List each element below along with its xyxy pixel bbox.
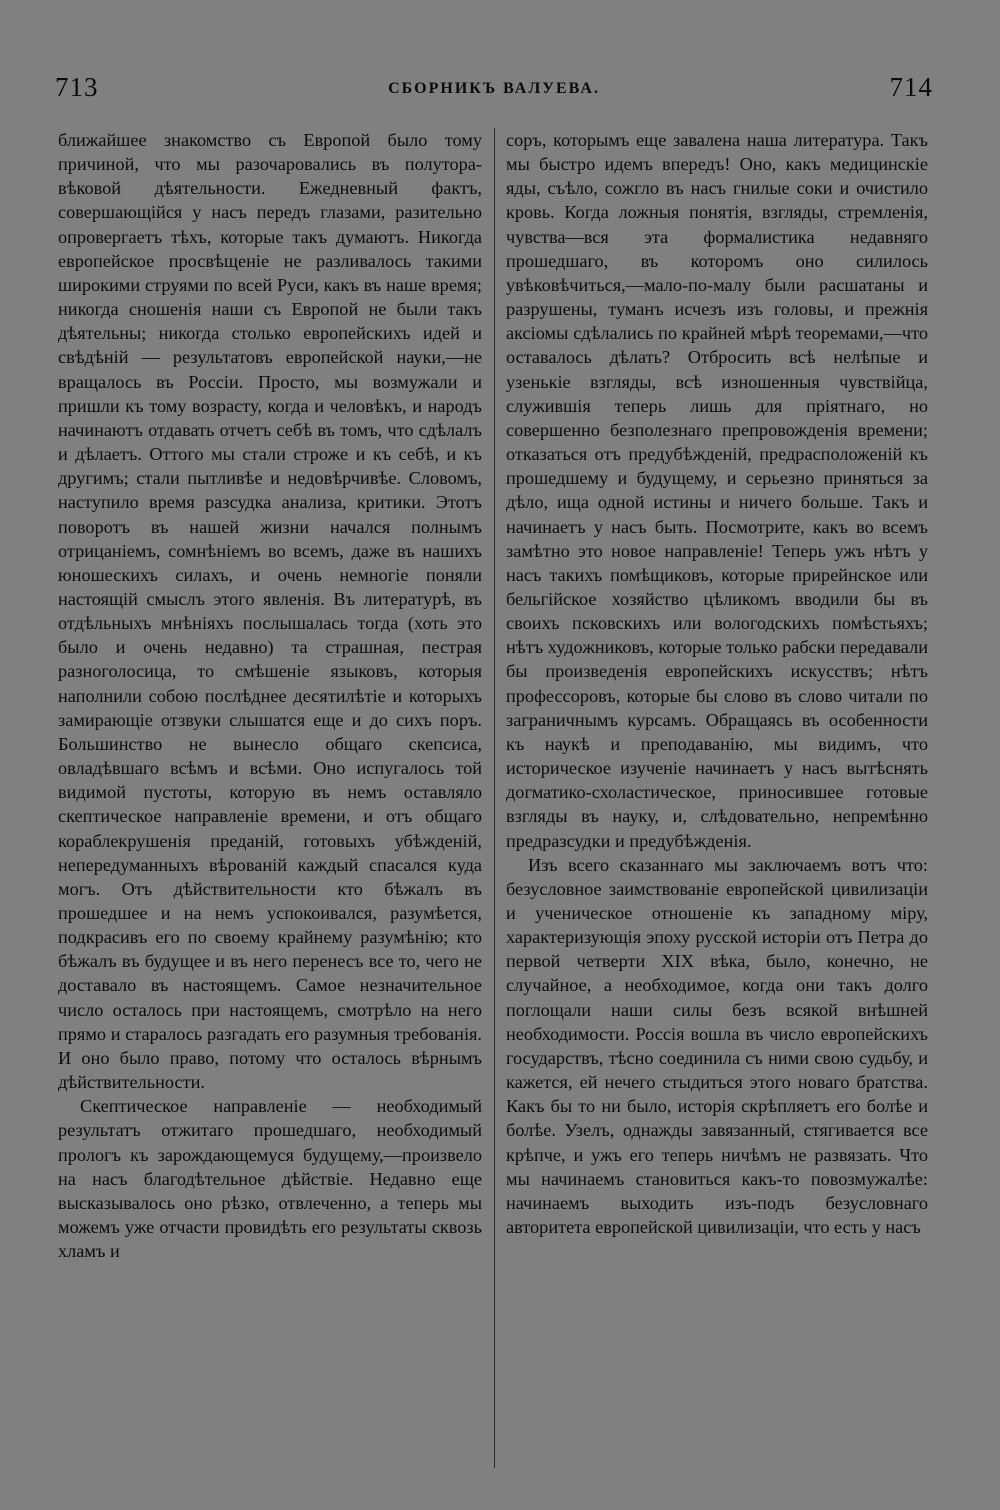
page-header [55, 72, 933, 112]
left-page-number: 713 [55, 72, 99, 102]
left-paragraph-2: Скептическое направленіе — необходимый результатъ отжитаго прошедшаго, необходимый прологъ къ зарождающемуся будущему,—произвело на насъ благодѣтельное дѣйствіе. Недавно еще высказывалось оно рѣзко, отвлеченно, а теперь мы можемъ уже отчасти провидѣть его результаты сквозь хламъ и [58, 1096, 482, 1262]
right-paragraph-1: соръ, которымъ еще завалена наша литература. Такъ мы быстро идемъ впередъ! Оно, какъ медицинскіе яды, съѣло, сожгло въ насъ гнилые соки и очистило кровь. Когда ложныя понятія, взгляды, стремленія, чувства—вся эта формалистика недавняго прошедшаго, въ которомъ оно силилось увѣковѣчиться,—мало-по-малу были расшатаны и разрушены, туманъ исчезъ изъ головы, и прежнія аксіомы сдѣлались по крайней мѣрѣ теоремами,—что оставалось дѣлать? Отбросить всѣ нелѣпые и узенькіе взгляды, всѣ изношенныя чувствійца, служившія теперь лишь для пріятнаго, но совершенно безполезнаго препровожденія времени; отказаться отъ предубѣжденій, предрасположеній къ прошедшему и будущему, и серьезно приняться за дѣло, ища одной истины и ничего больше. Такъ и начинаетъ у насъ быть. Посмотрите, какъ во всемъ замѣтно это новое направленіе! Теперь ужъ нѣтъ у насъ такихъ помѣщиковъ, которые прирейнское или бельгійское хозяйство цѣликомъ вводили бы въ своихъ псковскихъ или вологодскихъ помѣстьяхъ; нѣтъ художниковъ, которые только рабски передавали бы произведенія европейскихъ искусствъ; нѣтъ профессоровъ, которые бы слово въ слово читали по заграничнымъ курсамъ. Обращаясь въ особенности къ наукѣ и преподаванію, мы видимъ, что историческое изученіе начинаетъ у насъ вытѣснять догматико-схоластическое, приносившее готовые взгляды въ науку, и, слѣдовательно, непремѣнно предразсудки и предубѣжденія. [506, 130, 928, 851]
right-paragraph-2: Изъ всего сказаннаго мы заключаемъ вотъ что: безусловное заимствованіе европейской цивилизаціи и ученическое отношеніе къ западному міру, характеризующія эпоху русской исторіи отъ Петра до первой четверти XIX вѣка, было, конечно, не случайное, а необходимое, когда они такъ долго поглощали наши силы безъ всякой внѣшней необходимости. Россія вошла въ число европейскихъ государствъ, тѣсно соединила съ ними свою судьбу, и кажется, ей нечего стыдиться этого новаго братства. Какъ бы то ни было, исторія скрѣпляетъ его болѣе и болѣе. Узелъ, однажды завязанный, стягивается все крѣпче, и ужъ его теперь ничѣмъ не развязать. Что мы начинаемъ становиться какъ-то повозмужалѣе: начинаемъ выходить изъ-подъ безусловнаго авторитета европейской цивилизаціи, что есть у насъ [506, 854, 928, 1238]
left-column [58, 128, 482, 1263]
running-title: СБОРНИКЪ ВАЛУЕВА. [388, 80, 600, 97]
right-column [506, 128, 928, 1239]
right-page-number: 714 [889, 72, 933, 102]
column-divider [494, 128, 495, 1468]
left-paragraph-1: ближайшее знакомство съ Европой было тому причиной, что мы разочаровались въ полутора-вѣковой дѣятельности. Ежедневный фактъ, совершающійся у насъ передъ глазами, разительно опровергаетъ тѣхъ, которые такъ думаютъ. Никогда европейское просвѣщеніе не разливалось такими широкими струями по всей Руси, какъ въ наше время; никогда сношенія наши съ Европой не были такъ дѣятельны; никогда столько европейскихъ идей и свѣдѣній — результатовъ европейской науки,—не вращалось въ Россіи. Просто, мы возмужали и пришли къ тому возрасту, когда и человѣкъ, и народъ начинаютъ отдавать отчетъ себѣ въ томъ, что сдѣлалъ и дѣлаетъ. Оттого мы стали строже и къ себѣ, и къ другимъ; стали пытливѣе и недовѣрчивѣе. Словомъ, наступило время разсудка анализа, критики. Этотъ поворотъ въ нашей жизни начался полнымъ отрицаніемъ, сомнѣніемъ во всемъ, даже въ нашихъ юношескихъ силахъ, и очень немногіе поняли настоящій смыслъ этого явленія. Въ литературѣ, въ отдѣльныхъ мнѣніяхъ послышалась тогда (хоть это было и очень недавно) та страшная, пестрая разноголосица, то смѣшеніе языковъ, которыя наполнили собою послѣднее десятилѣтіе и которыхъ замирающіе отзвуки слышатся еще и до сихъ поръ. Большинство не вынесло общаго скепсиса, овладѣвшаго всѣмъ и всѣми. Оно испугалось той видимой пустоты, которую въ немъ оставляло скептическое направленіе времени, и отъ общаго кораблекрушенія преданій, готовыхъ убѣжденій, непередуманныхъ вѣрованій каждый спасался куда могъ. Отъ дѣйствительности кто бѣжалъ въ прошедшее и на немъ успокоивался, разумѣется, подкрасивъ его по своему крайнему разумѣнію; кто бѣжалъ въ будущее и въ него перенесъ все то, чего не доставало въ настоящемъ. Самое незначительное число осталось при настоящемъ, смотрѣло на него прямо и старалось разгадать его разумныя требованія. И оно было право, потому что осталось вѣрнымъ дѣйствительности. [58, 130, 482, 1093]
